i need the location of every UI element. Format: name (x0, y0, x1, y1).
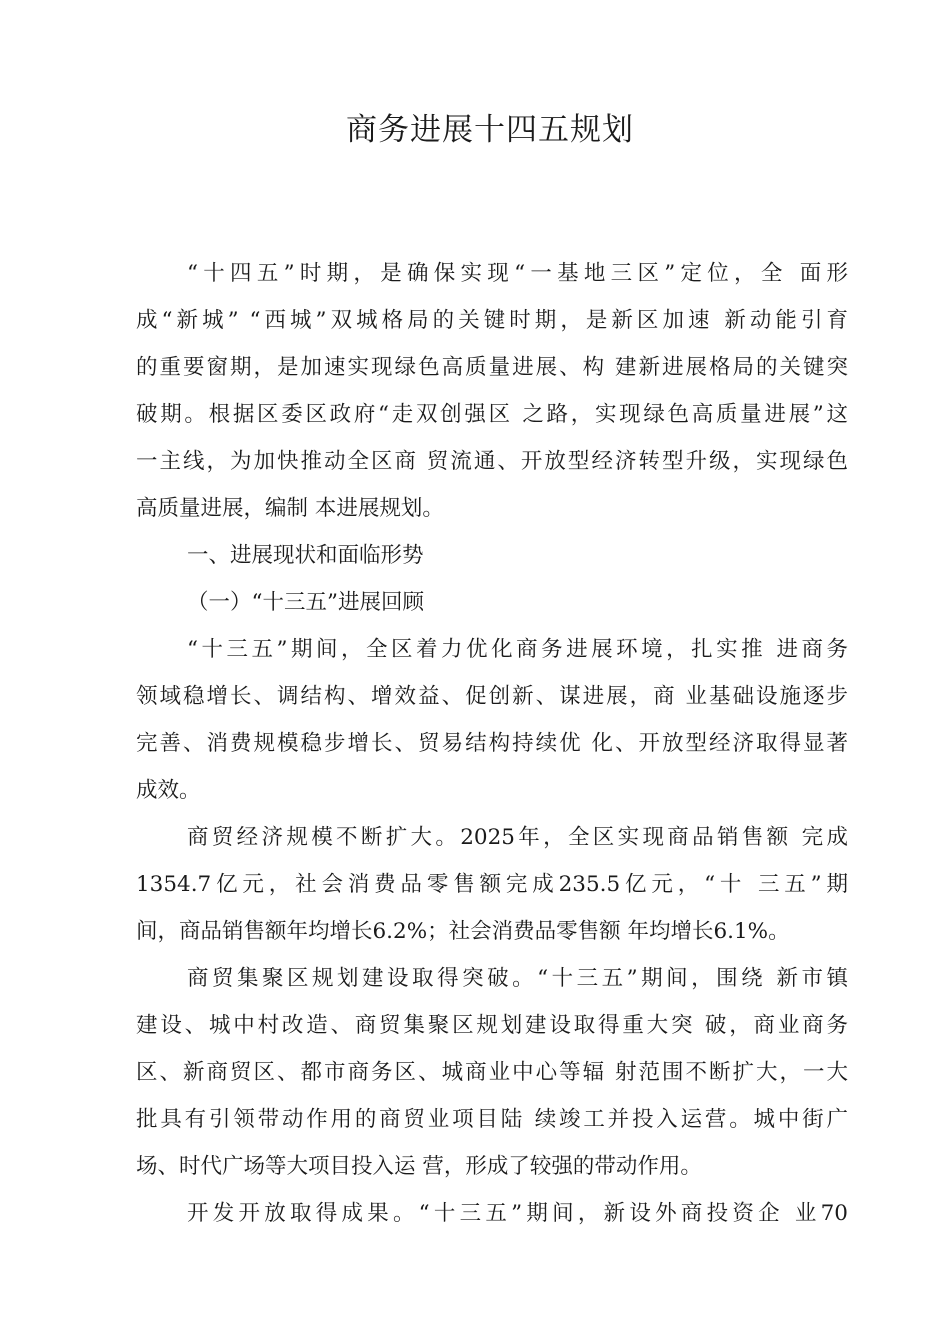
paragraph-line: 完善、消费规模稳步增长、贸易结构持续优 化、开放型经济取得显著 (136, 731, 848, 756)
paragraph-line: “十四五”时期，是确保实现“一基地三区”定位，全 面形 (187, 261, 848, 286)
paragraph-line: 高质量进展，编制 本进展规划。 (136, 496, 444, 521)
paragraph-line: 成“新城” “西城”双城格局的关键时期，是新区加速 新动能引育 (136, 308, 848, 333)
paragraph-line: 1354.7亿元，社会消费品零售额完成235.5亿元，“十 三五”期 (136, 872, 848, 897)
paragraph-line: 商贸经济规模不断扩大。2025年，全区实现商品销售额 完成 (187, 825, 848, 850)
paragraph-line: 区、新商贸区、都市商务区、城商业中心等辐 射范围不断扩大，一大 (136, 1060, 848, 1085)
document-title: 商务进展十四五规划 (346, 112, 634, 148)
paragraph-line: 的重要窗期，是加速实现绿色高质量进展、构 建新进展格局的关键突 (136, 355, 848, 380)
paragraph-line: 破期。根据区委区政府“走双创强区 之路，实现绿色高质量进展”这 (136, 402, 848, 427)
paragraph-line: 间，商品销售额年均增长6.2%；社会消费品零售额 年均增长6.1%。 (136, 919, 790, 944)
paragraph-line: 开发开放取得成果。“十三五”期间，新设外商投资企 业70 (187, 1201, 848, 1226)
paragraph-line: “十三五”期间，全区着力优化商务进展环境，扎实推 进商务 (187, 637, 848, 662)
paragraph-line: 成效。 (136, 778, 201, 803)
paragraph-line: 建设、城中村改造、商贸集聚区规划建设取得重大突 破，商业商务 (136, 1013, 848, 1038)
paragraph-line: 领域稳增长、调结构、增效益、促创新、谋进展，商 业基础设施逐步 (136, 684, 848, 709)
paragraph-line: 场、时代广场等大项目投入运 营，形成了较强的带动作用。 (136, 1154, 702, 1179)
document-body (136, 250, 848, 1237)
paragraph-line: 批具有引领带动作用的商贸业项目陆 续竣工并投入运营。城中街广 (136, 1107, 848, 1132)
paragraph-line: 一主线，为加快推动全区商 贸流通、开放型经济转型升级，实现绿色 (136, 449, 848, 474)
subsection-heading: （一）“十三五”进展回顾 (187, 590, 424, 615)
section-heading: 一、进展现状和面临形势 (187, 543, 424, 568)
paragraph-line: 商贸集聚区规划建设取得突破。“十三五”期间，围绕 新市镇 (187, 966, 848, 991)
